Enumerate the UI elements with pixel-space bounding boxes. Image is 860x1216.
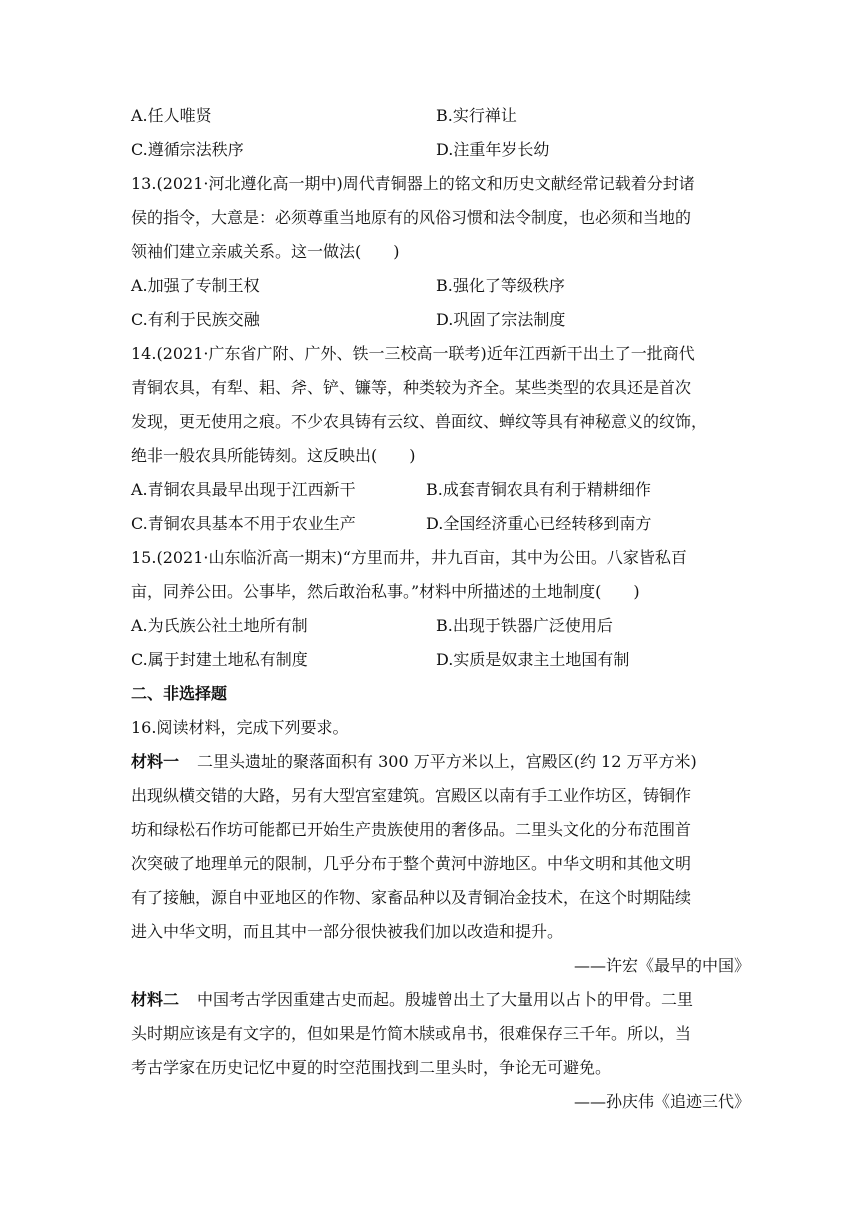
q14-option-b: B.成套青铜农具有利于精耕细作 [426, 480, 651, 499]
q13-stem-line-2: 侯的指令，大意是：必须尊重当地原有的风俗习惯和法令制度，也必须和当地的 [131, 208, 692, 227]
q15-option-a: A.为氏族公社土地所有制 [131, 616, 308, 635]
material-1-line-4: 次突破了地理单元的限制，几乎分布于整个黄河中游地区。中华文明和其他文明 [131, 854, 692, 873]
q14-stem-line-3: 发现，更无使用之痕。不少农具铸有云纹、兽面纹、蝉纹等具有神秘意义的纹饰， [131, 412, 708, 431]
q14-stem-line-4: 绝非一般农具所能铸刻。这反映出( ) [131, 446, 416, 465]
material-2-text-1: 中国考古学因重建古史而起。殷墟曾出土了大量用以占卜的甲骨。二里 [197, 990, 694, 1009]
material-1-source: ——许宏《最早的中国》 [573, 956, 750, 975]
q15-stem-line-1: 15.(2021·山东临沂高一期末)“方里而井，井九百亩，其中为公田。八家皆私百 [131, 548, 687, 567]
q16-stem: 16.阅读材料，完成下列要求。 [131, 718, 349, 737]
q15-option-c: C.属于封建土地私有制度 [131, 650, 308, 669]
q14-stem-line-2: 青铜农具，有犁、耜、斧、铲、镰等，种类较为齐全。某些类型的农具还是首次 [131, 378, 692, 397]
q15-option-b: B.出现于铁器广泛使用后 [436, 616, 613, 635]
q13-option-a: A.加强了专制王权 [131, 276, 260, 295]
material-2-source: ——孙庆伟《追迹三代》 [573, 1092, 750, 1111]
material-1-line-2: 出现纵横交错的大路，另有大型宫室建筑。宫殿区以南有手工业作坊区，铸铜作 [131, 786, 692, 805]
material-2-line-2: 头时期应该是有文字的，但如果是竹简木牍或帛书，很难保存三千年。所以，当 [131, 1024, 692, 1043]
q14-option-a: A.青铜农具最早出现于江西新干 [131, 480, 356, 499]
q14-stem-line-1: 14.(2021·广东省广附、广外、铁一三校高一联考)近年江西新干出土了一批商代 [131, 344, 695, 363]
q12-option-b: B.实行禅让 [436, 106, 517, 125]
material-2-label: 材料二 [131, 990, 180, 1009]
q15-option-d: D.实质是奴隶主土地国有制 [436, 650, 630, 669]
material-1-line-1 [131, 751, 697, 773]
q12-option-d: D.注重年岁长幼 [436, 140, 550, 159]
q12-option-a: A.任人唯贤 [131, 106, 212, 125]
material-1-line-3: 坊和绿松石作坊可能都已开始生产贵族使用的奢侈品。二里头文化的分布范围首 [131, 820, 692, 839]
q13-stem-line-3: 领袖们建立亲戚关系。这一做法( ) [131, 242, 400, 261]
material-1-text-1: 二里头遗址的聚落面积有 300 万平方米以上，宫殿区(约 12 万平方米) [197, 752, 697, 771]
material-1-line-6: 进入中华文明，而且其中一部分很快被我们加以改造和提升。 [131, 922, 564, 941]
material-1-line-5: 有了接触，源自中亚地区的作物、家畜品种以及青铜冶金技术，在这个时期陆续 [131, 888, 692, 907]
q14-option-d: D.全国经济重心已经转移到南方 [426, 514, 652, 533]
q13-stem-line-1: 13.(2021·河北遵化高一期中)周代青铜器上的铭文和历史文献经常记载着分封诸 [131, 174, 695, 193]
q14-option-c: C.青铜农具基本不用于农业生产 [131, 514, 356, 533]
material-2-line-1 [131, 989, 693, 1011]
q15-stem-line-2: 亩，同养公田。公事毕，然后敢治私事。”材料中所描述的土地制度( ) [131, 582, 640, 601]
material-2-line-3: 考古学家在历史记忆中夏的时空范围找到二里头时，争论无可避免。 [131, 1058, 612, 1077]
q13-option-d: D.巩固了宗法制度 [436, 310, 566, 329]
q13-option-b: B.强化了等级秩序 [436, 276, 565, 295]
section-heading: 二、非选择题 [131, 684, 228, 703]
q13-option-c: C.有利于民族交融 [131, 310, 260, 329]
material-1-label: 材料一 [131, 752, 180, 771]
q12-option-c: C.遵循宗法秩序 [131, 140, 244, 159]
